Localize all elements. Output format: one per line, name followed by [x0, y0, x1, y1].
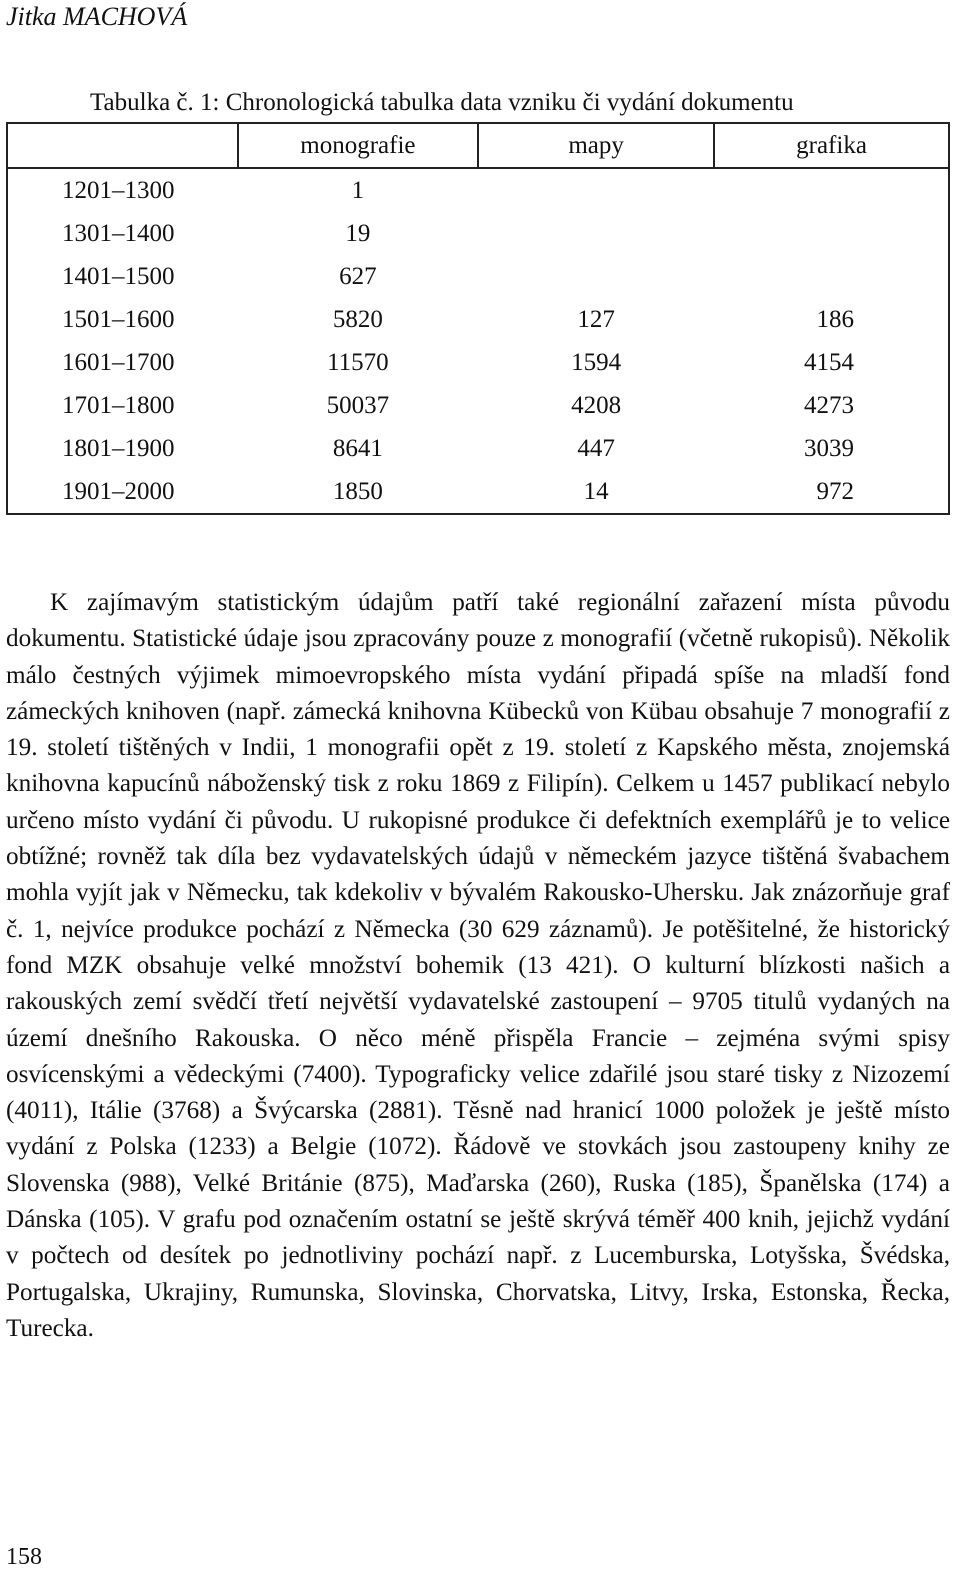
- cell-monografie: 1: [351, 177, 365, 204]
- page-number: 158: [6, 1544, 42, 1570]
- cell-mapy: 4208: [571, 392, 622, 419]
- cell-period: 1701–1800: [62, 392, 175, 419]
- table-row: [7, 384, 949, 427]
- header-cell-period: [7, 123, 238, 168]
- cell-period: 1601–1700: [62, 349, 175, 376]
- cell-mapy: 1594: [571, 349, 622, 376]
- table-caption: Tabulka č. 1: Chronologická tabulka data vzniku či vydání dokumentu: [90, 89, 794, 116]
- cell-period: 1301–1400: [62, 220, 175, 247]
- cell-grafika: [714, 255, 949, 298]
- cell-grafika: [714, 212, 949, 255]
- cell-monografie: 50037: [326, 392, 390, 419]
- table-row: [7, 212, 949, 255]
- cell-grafika: 3039: [804, 435, 854, 462]
- body-paragraph: K zajímavým statistickým údajům patří také regionální zařazení místa původu dokumentu. Statistické údaje jsou zpracovány pouze z monografií (včetně rukopisů). Několik málo čestných výjimek mimoevropského místa vydání připadá spíše na mladší fond zámeckých knihoven (např. zámecká knihovna Kübecků von Kübau obsahuje 7 monografií z 19. století tištěných v Indii, 1 monografii opět z 19. století z Kapského města, znojemská knihovna kapucínů náboženský tisk z roku 1869 z Filipín). Celkem u 1457 publikací nebylo určeno místo vydání či původu. U rukopisné produkce či defektních exemplářů je to velice obtížné; rovněž tak díla bez vydavatelských údajů v německém jazyce tištěná švabachem mohla vyjít jak v Německu, tak kdekoliv v bývalém Rakousko-Uhersku. Jak znázorňuje graf č. 1, nejvíce produkce pochází z Německa (30 629 záznamů). Je potěšitelné, že historický fond MZK obsahuje velké množství bohemik (13 421). O kulturní blízkosti našich a rakouských zemí svědčí třetí největší vydavatelské zastoupení – 9705 titulů vydaných na území dnešního Rakouska. O něco méně přispěla Francie – zejména svými spisy osvícenskými a vědeckými (7400). Typograficky velice zdařilé jsou staré tisky z Nizozemí (4011), Itálie (3768) a Švýcarska (2881). Těsně nad hranicí 1000 položek je ještě místo vydání z Polska (1233) a Belgie (1072). Řádově ve stovkách jsou zastoupeny knihy ze Slovenska (988), Velké Británie (875), Maďarska (260), Ruska (185), Španělska (174) a Dánska (105). V grafu pod označením ostatní se ještě skrývá téměř 400 knih, jejichž vydání v počtech od desítek po jednotliviny pochází např. z Lucemburska, Lotyšska, Švédska, Portugalska, Ukrajiny, Rumunska, Slovinska, Chorvatska, Litvy, Irska, Estonska, Řecka, Turecka.: [6, 589, 950, 1342]
- cell-grafika: 4273: [804, 392, 854, 419]
- cell-grafika: 4154: [804, 349, 854, 376]
- table-row: [7, 341, 949, 384]
- cell-monografie: 627: [339, 263, 377, 290]
- table-row: [7, 470, 949, 514]
- cell-grafika: 186: [816, 306, 854, 333]
- cell-monografie: 5820: [332, 306, 383, 333]
- header-cell-grafika: grafika: [714, 123, 949, 168]
- body-text: [6, 585, 950, 1347]
- cell-period: 1501–1600: [62, 306, 175, 333]
- cell-mapy: 127: [577, 306, 615, 333]
- running-head: Jitka MACHOVÁ: [6, 2, 188, 31]
- cell-period: 1801–1900: [62, 435, 175, 462]
- cell-mapy: [478, 255, 714, 298]
- chronological-table: [6, 122, 950, 515]
- table-row: [7, 427, 949, 470]
- cell-period: 1901–2000: [62, 478, 175, 505]
- cell-mapy: 14: [583, 478, 609, 505]
- cell-grafika: 972: [816, 478, 854, 505]
- cell-monografie: 1850: [332, 478, 383, 505]
- table-header-row: [7, 123, 949, 168]
- header-cell-mapy: mapy: [478, 123, 714, 168]
- cell-grafika: [714, 168, 949, 212]
- header-cell-monografie: monografie: [238, 123, 479, 168]
- table-row: [7, 298, 949, 341]
- table-row: [7, 255, 949, 298]
- cell-monografie: 8641: [332, 435, 383, 462]
- table-row: [7, 168, 949, 212]
- cell-period: 1201–1300: [62, 177, 175, 204]
- cell-mapy: [478, 168, 714, 212]
- chronological-table-section: [6, 84, 950, 515]
- cell-period: 1401–1500: [62, 263, 175, 290]
- cell-monografie: 11570: [327, 349, 389, 376]
- cell-mapy: [478, 212, 714, 255]
- cell-monografie: 19: [345, 220, 371, 247]
- cell-mapy: 447: [577, 435, 615, 462]
